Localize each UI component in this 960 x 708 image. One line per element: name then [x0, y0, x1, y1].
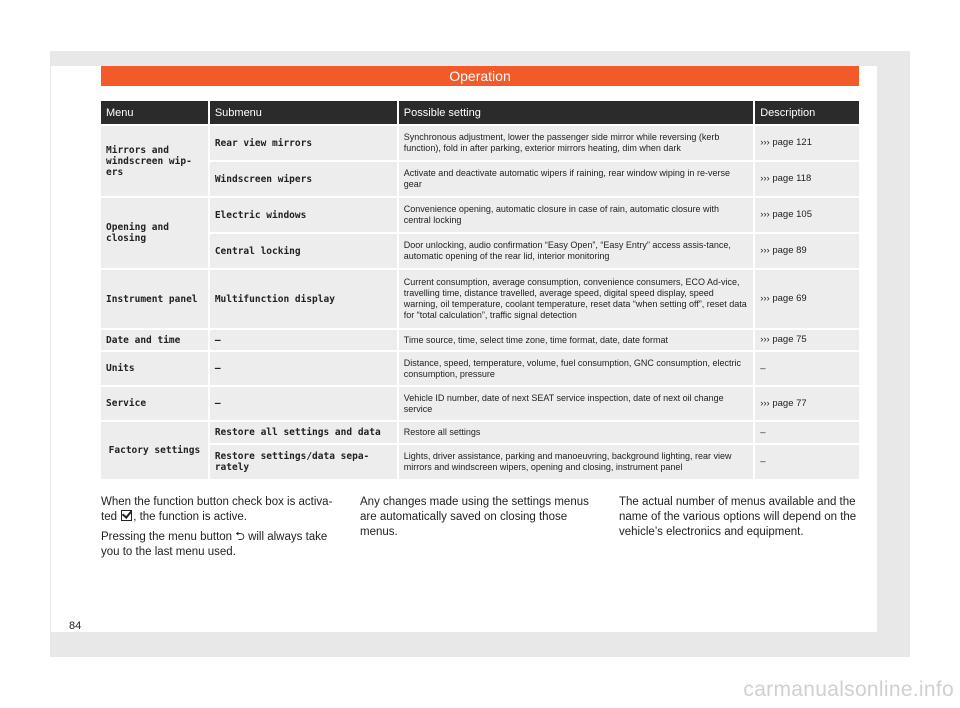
description-cell: ››› page 89	[754, 233, 859, 269]
table-row	[101, 233, 859, 269]
watermark: carmanualsonline.info	[743, 678, 954, 701]
submenu-cell: Restore all settings and data	[209, 421, 398, 444]
page-number: 84	[69, 620, 82, 632]
submenu-cell: Windscreen wipers	[209, 161, 398, 197]
back-arrow-icon: ⮌	[235, 529, 245, 543]
description-cell: ››› page 77	[754, 386, 859, 421]
table-row	[101, 444, 859, 479]
setting-cell: Restore all settings	[398, 421, 754, 444]
setting-cell: Lights, driver assistance, parking and manoeuvring, background lighting, rear view mirrors and windscreen wipers, opening and closing, instrument panel	[398, 444, 754, 479]
submenu-cell: –	[209, 386, 398, 421]
paragraph: The actual number of menus available and the name of the various options will depend on the vehicle’s electronics and equipment.	[619, 496, 857, 538]
menu-cell: Opening and closing	[101, 197, 209, 269]
submenu-cell: Multifunction display	[209, 269, 398, 329]
table-header-row	[101, 101, 859, 125]
text-span: will always take you to the last menu used.	[101, 531, 328, 558]
setting-cell: Time source, time, select time zone, time format, date, date format	[398, 329, 754, 351]
paragraph	[101, 495, 346, 525]
description-cell: –	[754, 421, 859, 444]
column-header-submenu: Submenu	[209, 101, 398, 125]
submenu-cell: Restore settings/data sepa-rately	[209, 444, 398, 479]
menu-cell: Factory settings	[101, 421, 209, 479]
setting-cell: Door unlocking, audio confirmation “Easy Open”, “Easy Entry” access assis-tance, automatic opening of the rear lid, interior monitoring	[398, 233, 754, 269]
setting-cell: Current consumption, average consumption, convenience consumers, ECO Ad-vice, travelling time, distance travelled, average speed, digital speed display, speed warning, oil temperature, coolant temperature, reset data “when setting off”, reset data for “total calculation”, traffic signal detection	[398, 269, 754, 329]
table-row	[101, 197, 859, 233]
checkbox-checked-icon	[121, 510, 132, 521]
submenu-cell: –	[209, 351, 398, 386]
setting-cell: Vehicle ID number, date of next SEAT service inspection, date of next oil change service	[398, 386, 754, 421]
table-row	[101, 329, 859, 351]
table-row	[101, 125, 859, 161]
text-column-3	[619, 495, 864, 545]
table-row	[101, 161, 859, 197]
setting-cell: Distance, speed, temperature, volume, fuel consumption, GNC consumption, electric consumption, pressure	[398, 351, 754, 386]
menu-cell: Mirrors and windscreen wip-ers	[101, 125, 209, 197]
text-column-1	[101, 495, 346, 565]
submenu-cell: Rear view mirrors	[209, 125, 398, 161]
submenu-cell: Central locking	[209, 233, 398, 269]
menu-cell: Service	[101, 386, 209, 421]
settings-table	[101, 101, 859, 479]
text-span: , the function is active.	[133, 511, 247, 523]
column-header-possible-setting: Possible setting	[398, 101, 754, 125]
text-span: Pressing the menu button	[101, 531, 236, 543]
description-cell: –	[754, 351, 859, 386]
paragraph: Any changes made using the settings menus are automatically saved on closing those menus.	[360, 496, 589, 538]
menu-cell: Instrument panel	[101, 269, 209, 329]
description-cell: ››› page 75	[754, 329, 859, 351]
text-column-2	[360, 495, 605, 545]
menu-cell: Units	[101, 351, 209, 386]
table-row	[101, 421, 859, 444]
description-cell: ››› page 121	[754, 125, 859, 161]
column-header-description: Description	[754, 101, 859, 125]
submenu-cell: –	[209, 329, 398, 351]
table-row	[101, 351, 859, 386]
description-cell: ››› page 118	[754, 161, 859, 197]
table-row	[101, 269, 859, 329]
setting-cell: Synchronous adjustment, lower the passenger side mirror while reversing (kerb function), fold in after parking, exterior mirrors heating, dim when dark	[398, 125, 754, 161]
text-span: When the function button check box is activa-ted	[101, 496, 333, 523]
description-cell: ››› page 69	[754, 269, 859, 329]
column-header-menu: Menu	[101, 101, 209, 125]
setting-cell: Activate and deactivate automatic wipers if raining, rear window wiping in re-verse gear	[398, 161, 754, 197]
menu-cell: Date and time	[101, 329, 209, 351]
table-row	[101, 386, 859, 421]
description-cell: –	[754, 444, 859, 479]
paragraph	[101, 530, 346, 560]
submenu-cell: Electric windows	[209, 197, 398, 233]
description-cell: ››› page 105	[754, 197, 859, 233]
section-header: Operation	[101, 66, 859, 86]
setting-cell: Convenience opening, automatic closure in case of rain, automatic closure with central locking	[398, 197, 754, 233]
